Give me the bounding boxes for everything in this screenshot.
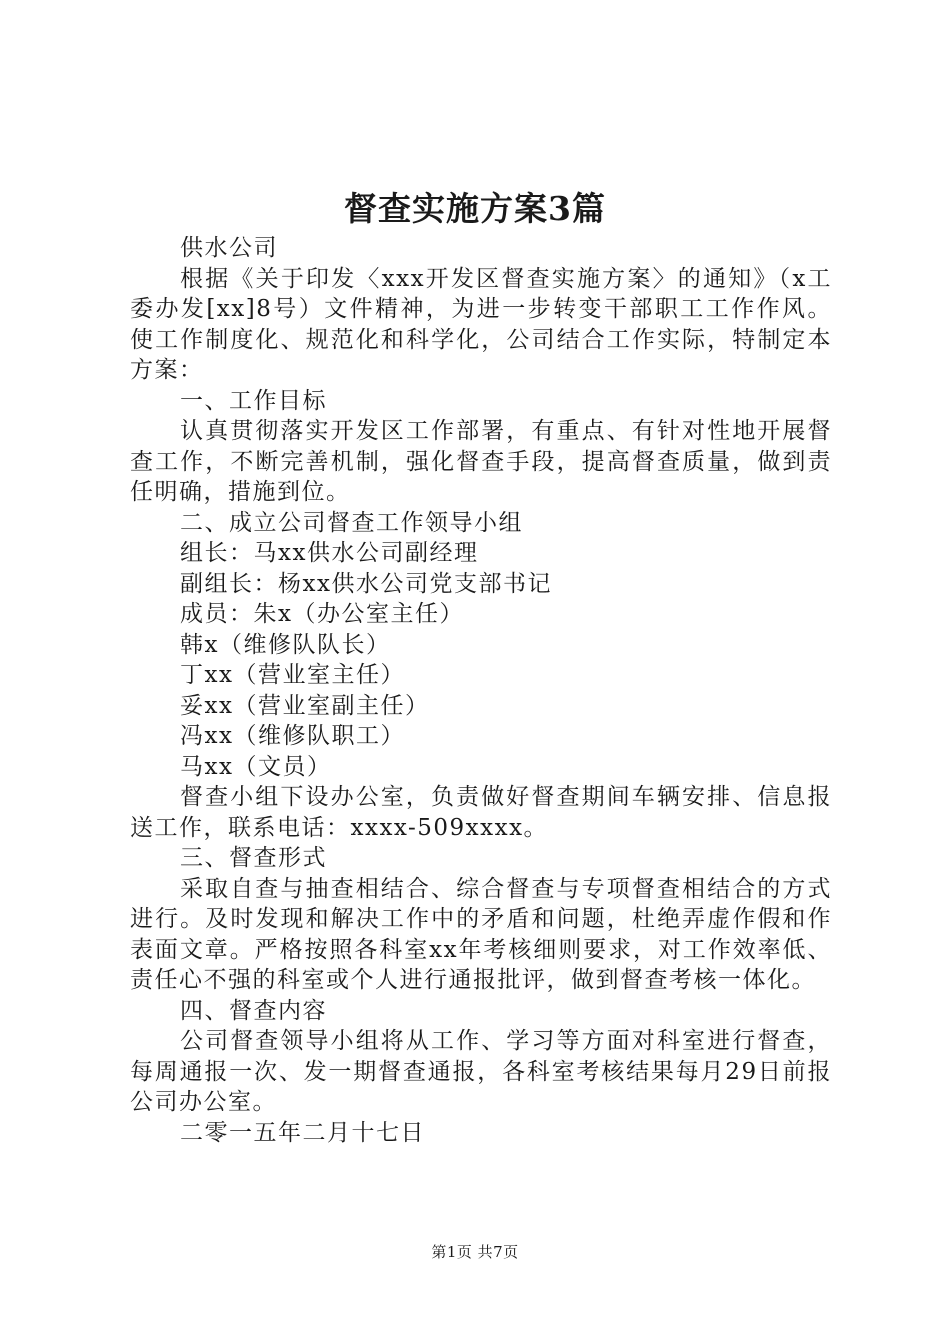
- document-title: 督查实施方案3篇: [344, 189, 606, 228]
- paragraph-inspection-content: 公司督查领导小组将从工作、学习等方面对科室进行督查，每周通报一次、发一期督查通报，各科室考核结果每月29日前报公司办公室。: [130, 1028, 832, 1115]
- page-footer: 第1页 共7页: [431, 1243, 519, 1261]
- heading-inspection-form: 三、督查形式: [180, 845, 327, 871]
- member-leader: 组长：马xx供水公司副经理: [180, 540, 479, 566]
- paragraph-work-goal: 认真贯彻落实开发区工作部署，有重点、有针对性地开展督查工作，不断完善机制，强化督查手段，提高督查质量，做到责任明确，措施到位。: [130, 418, 832, 505]
- heading-inspection-content: 四、督查内容: [180, 997, 327, 1024]
- member-2: 韩x（维修队队长）: [180, 631, 391, 658]
- paragraph-inspection-form: 采取自查与抽查相结合、综合督查与专项督查相结合的方式进行。及时发现和解决工作中的矛盾和问题，杜绝弄虚作假和作表面文章。严格按照各科室xx年考核细则要求，对工作效率低、责任心不强的科室或个人进行通报批评，做到督查考核一体化。: [130, 875, 832, 993]
- member-6: 马xx（文员）: [180, 753, 332, 780]
- heading-work-goal: 一、工作目标: [180, 387, 327, 414]
- member-4: 妥xx（营业室副主任）: [180, 692, 430, 719]
- member-3: 丁xx（营业室主任）: [180, 662, 405, 688]
- paragraph-office: 督查小组下设办公室，负责做好督查期间车辆安排、信息报送工作，联系电话：xxxx-509xxxx。: [130, 784, 832, 841]
- member-5: 冯xx（维修队职工）: [180, 723, 405, 749]
- document-body: [130, 233, 832, 1148]
- heading-leading-group: 二、成立公司督查工作领导小组: [180, 509, 523, 536]
- member-deputy-leader: 副组长：杨xx供水公司党支部书记: [180, 570, 552, 597]
- paragraph-recipient: 供水公司: [180, 235, 278, 261]
- paragraph-intro: 根据《关于印发〈xxx开发区督查实施方案〉的通知》（x工委办发[xx]8号）文件精神，为进一步转变干部职工工作作风。使工作制度化、规范化和科学化，公司结合工作实际，特制定本方案：: [130, 265, 832, 383]
- member-1: 成员：朱x（办公室主任）: [180, 601, 464, 627]
- paragraph-date: 二零一五年二月十七日: [180, 1119, 425, 1146]
